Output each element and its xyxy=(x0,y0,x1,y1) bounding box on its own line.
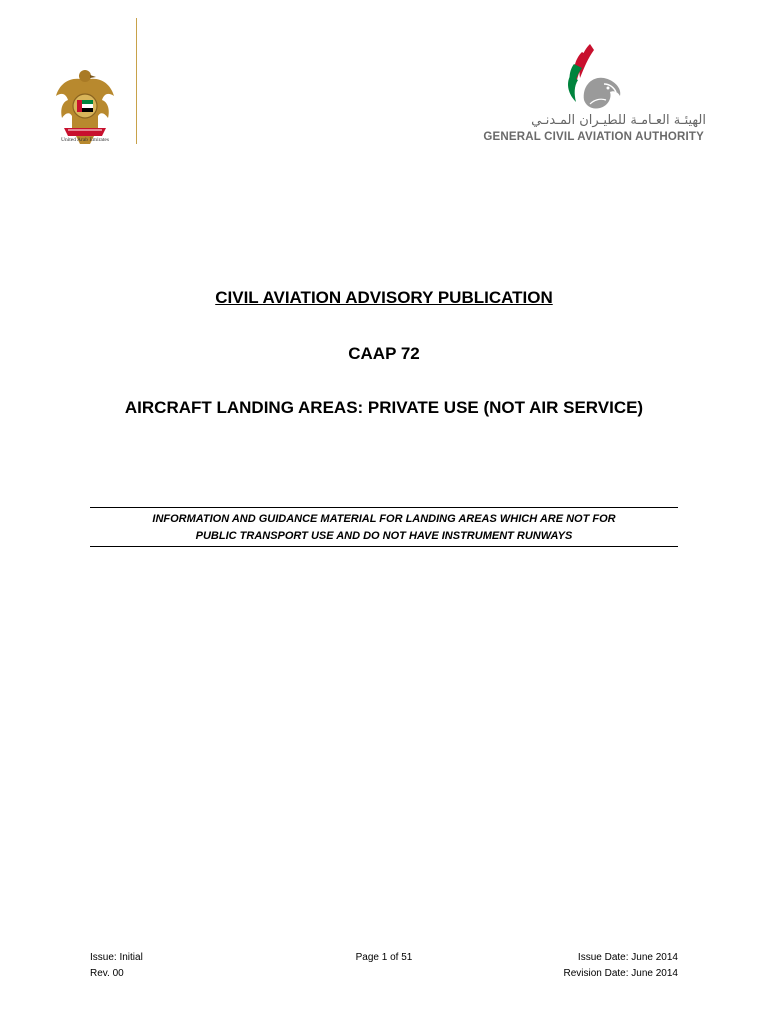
footer-center xyxy=(300,950,468,966)
publication-title: CIVIL AVIATION ADVISORY PUBLICATION xyxy=(215,288,553,307)
footer-right xyxy=(478,950,678,982)
header-divider xyxy=(136,18,137,144)
banner-line-1: INFORMATION AND GUIDANCE MATERIAL FOR LANDING AREAS WHICH ARE NOT FOR xyxy=(152,513,616,525)
uae-emblem-caption: United Arab Emirates xyxy=(61,137,109,143)
footer-issue-date: Issue Date: June 2014 xyxy=(577,952,678,963)
footer-issue: Issue: Initial xyxy=(90,952,143,963)
uae-emblem-icon xyxy=(52,66,118,146)
caap-number: CAAP 72 xyxy=(348,344,420,363)
banner-line-2: PUBLIC TRANSPORT USE AND DO NOT HAVE INSTRUMENT RUNWAYS xyxy=(195,530,573,542)
footer-revision-date: Revision Date: June 2014 xyxy=(563,968,678,979)
guidance-banner xyxy=(90,511,678,545)
footer-revision: Rev. 00 xyxy=(90,968,124,979)
document-title: AIRCRAFT LANDING AREAS: PRIVATE USE (NOT AIR SERVICE) xyxy=(124,398,644,417)
banner-bottom-rule xyxy=(90,546,678,547)
footer-page-number: Page 1 of 51 xyxy=(355,952,413,963)
gcaa-falcon-icon xyxy=(560,42,630,118)
footer-left xyxy=(90,950,143,982)
gcaa-english-name: GENERAL CIVIL AVIATION AUTHORITY xyxy=(483,131,704,143)
gcaa-arabic-name: الهيئـة العـامـة للطيـران المـدنـي xyxy=(531,113,706,128)
banner-top-rule xyxy=(90,507,678,508)
